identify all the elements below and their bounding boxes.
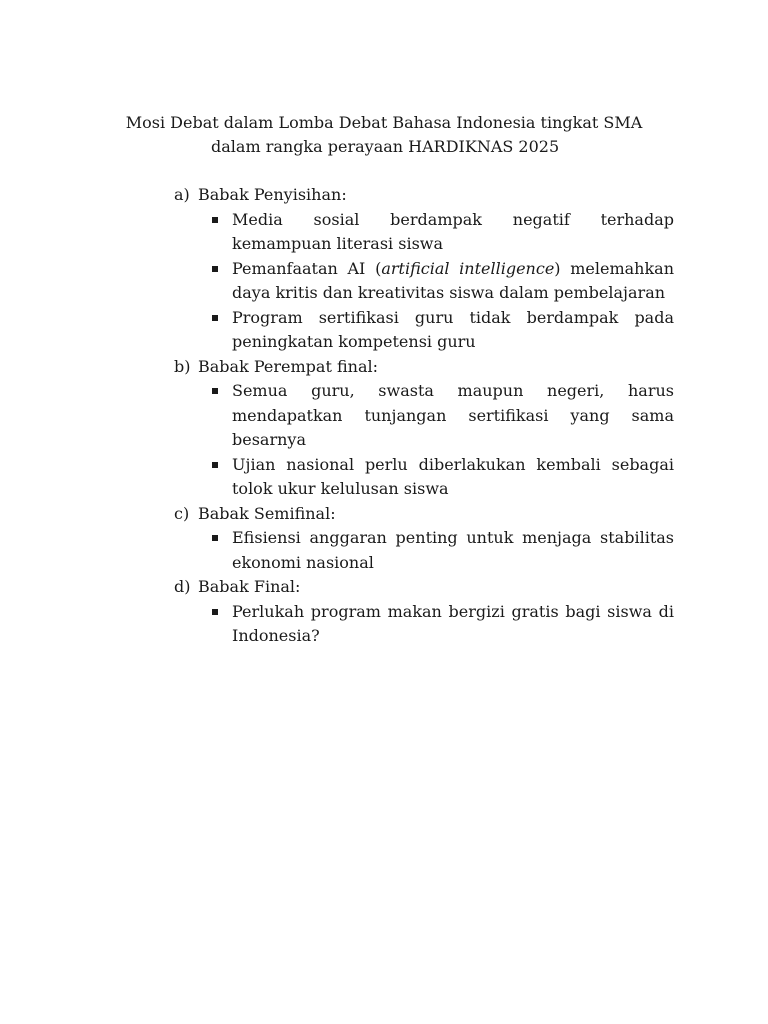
square-bullet-icon — [212, 315, 218, 321]
motion-item — [174, 208, 674, 257]
motion-text-after: ) melemahkan daya kritis dan kreativitas siswa dalam pembelajaran — [232, 258, 675, 302]
square-bullet-icon — [212, 535, 218, 541]
section-marker: b) — [174, 356, 191, 376]
motion-item — [174, 453, 674, 502]
motion-text-italic: artificial intelligence — [381, 258, 555, 278]
debate-motions-list — [174, 183, 674, 649]
square-bullet-icon — [212, 266, 218, 272]
motion-item — [174, 257, 674, 306]
motion-text: Program sertifikasi guru tidak berdampak pada peningkatan kompetensi guru — [232, 307, 674, 351]
section-marker: a) — [174, 185, 190, 204]
section-title: Babak Final: — [198, 577, 301, 596]
motion-list — [174, 208, 674, 355]
section-perempat-final — [174, 355, 674, 380]
section-marker: c) — [174, 503, 190, 523]
motion-item — [174, 306, 674, 355]
motion-text — [232, 257, 674, 306]
title-line-1: Mosi Debat dalam Lomba Debat Bahasa Indonesia tingkat SMA — [125, 113, 643, 132]
motion-item — [174, 600, 674, 649]
section-penyisihan — [174, 183, 674, 208]
square-bullet-icon — [212, 609, 218, 615]
square-bullet-icon — [212, 217, 218, 223]
motion-text: Media sosial berdampak negatif terhadap kemampuan literasi siswa — [232, 209, 674, 253]
title-line-2: dalam rangka perayaan HARDIKNAS 2025 — [211, 137, 560, 156]
section-final — [174, 575, 674, 600]
motion-text: Ujian nasional perlu diberlakukan kembali sebagai tolok ukur kelulusan siswa — [232, 454, 674, 498]
motion-list — [174, 600, 674, 649]
section-semifinal — [174, 502, 674, 527]
motion-text: Efisiensi anggaran penting untuk menjaga stabilitas ekonomi nasional — [232, 528, 674, 572]
motion-text: Perlukah program makan bergizi gratis bagi siswa di Indonesia? — [232, 601, 674, 645]
section-title: Babak Semifinal: — [198, 503, 336, 523]
motion-list — [174, 379, 674, 502]
section-title: Babak Penyisihan: — [198, 185, 347, 204]
square-bullet-icon — [212, 388, 218, 394]
section-marker: d) — [174, 577, 191, 596]
motion-item — [174, 379, 674, 453]
motion-text: Semua guru, swasta maupun negeri, harus mendapatkan tunjangan sertifikasi yang sama besarnya — [232, 381, 674, 449]
square-bullet-icon — [212, 462, 218, 468]
motion-text-before: Pemanfaatan AI ( — [232, 258, 382, 278]
motion-item — [174, 526, 674, 575]
motion-list — [174, 526, 674, 575]
section-title: Babak Perempat final: — [198, 356, 378, 376]
document-title — [0, 111, 768, 159]
